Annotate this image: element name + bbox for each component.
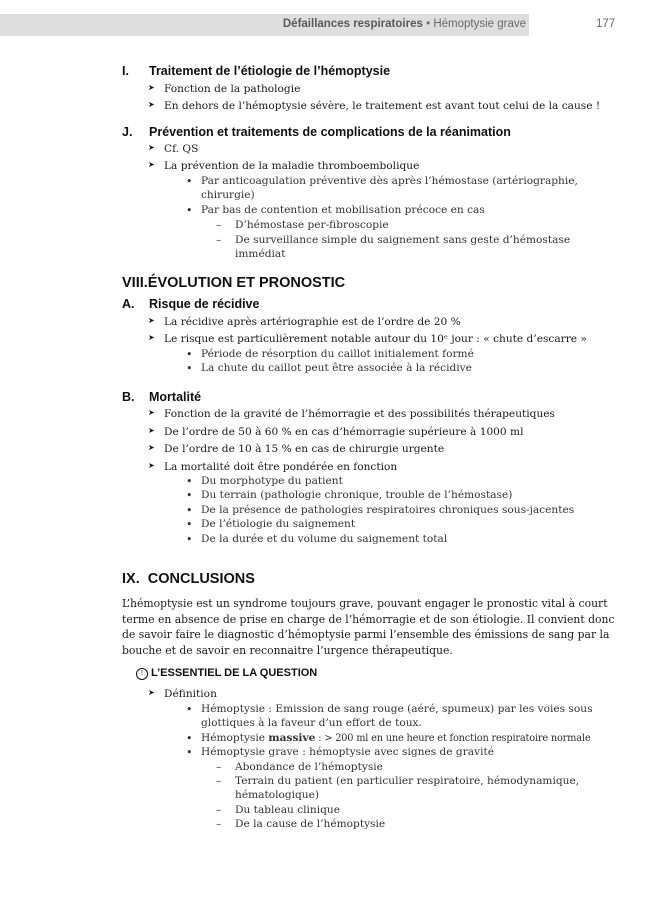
sub-item-text: De la présence de pathologies respiratoires chroniques sous-jacentes bbox=[201, 504, 575, 516]
conclusion-paragraph bbox=[122, 596, 615, 658]
sub-item-text: glottiques à la faveur d’un effort de toux. bbox=[201, 717, 422, 729]
list-item-text: Définition bbox=[164, 688, 217, 700]
list-item-text: De l’ordre de 50 à 60 % en cas d’hémorragie supérieure à 1000 ml bbox=[164, 426, 524, 438]
chapter-viii-heading: VIII.ÉVOLUTION ET PRONOSTIC bbox=[122, 275, 346, 291]
sub-item-text: Du terrain (pathologie chronique, trouble de l’hémostase) bbox=[201, 489, 513, 501]
list-item-text: La récidive après artériographie est de l’ordre de 20 % bbox=[164, 316, 461, 328]
sub-item-text: De l’étiologie du saignement bbox=[201, 518, 356, 530]
list-item-text: Fonction de la pathologie bbox=[164, 83, 301, 95]
section-label: B. bbox=[122, 390, 135, 404]
section-j-heading bbox=[122, 125, 511, 139]
header-topic: Hémoptysie grave bbox=[433, 18, 526, 30]
sub-sub-item-text: immédiat bbox=[235, 248, 286, 260]
sub-sub-item-text: Terrain du patient (en particulier respiratoire, hémodynamique, bbox=[235, 775, 580, 787]
sub-item-text: Par bas de contention et mobilisation précoce en cas bbox=[201, 204, 485, 216]
sub-item-text: De la durée et du volume du saignement total bbox=[201, 533, 448, 545]
sub-sub-item-text: Du tableau clinique bbox=[235, 804, 340, 816]
essentiel-title-text: L’ESSENTIEL DE LA QUESTION bbox=[151, 667, 318, 679]
paragraph-line: L’hémoptysie est un syndrome toujours grave, pouvant engager le pronostic vital à court bbox=[122, 597, 608, 610]
paragraph-line: terme en absence de prise en charge de l’hémorragie et de son étiologie. Il convient donc bbox=[122, 612, 615, 626]
section-i-heading bbox=[122, 64, 390, 78]
section-title: Traitement de l’étiologie de l’hémoptysie bbox=[149, 64, 391, 78]
list-item-text: Le risque est particulièrement notable autour du 10ᵉ jour : « chute d’escarre » bbox=[164, 333, 587, 345]
list-item-text: De l’ordre de 10 à 15 % en cas de chirurgie urgente bbox=[164, 443, 445, 455]
running-header bbox=[283, 18, 526, 30]
sub-sub-item-text: hématologique) bbox=[235, 789, 320, 801]
section-label: I. bbox=[122, 64, 129, 78]
sub-sub-item-text: Abondance de l’hémoptysie bbox=[235, 761, 383, 773]
sub-item-text: La chute du caillot peut être associée à la récidive bbox=[201, 362, 472, 374]
header-section: Défaillances respiratoires bbox=[282, 18, 423, 30]
list-item-text: Cf. QS bbox=[164, 143, 199, 155]
sub-item-text bbox=[201, 732, 590, 744]
page-number: 177 bbox=[596, 18, 616, 30]
sub-sub-item-text: D’hémostase per-fibroscopie bbox=[235, 219, 389, 231]
sub-item-text: Par anticoagulation préventive dès après l’hémostase (artériographie, bbox=[201, 175, 578, 187]
section-a-heading bbox=[122, 297, 259, 311]
chapter-ix-heading: IX. CONCLUSIONS bbox=[122, 571, 255, 587]
sub-item-text: chirurgie) bbox=[201, 189, 255, 201]
paragraph-line: de savoir faire le diagnostic d’hémoptysie parmi l’ensemble des émissions de sang par la bbox=[122, 628, 610, 642]
text-rest: : > 200 ml en une heure et fonction respiratoire normale bbox=[315, 733, 591, 744]
list-item-text: La mortalité doit être pondérée en fonction bbox=[164, 461, 398, 473]
text-prefix: Hémoptysie bbox=[201, 732, 269, 744]
section-title: Prévention et traitements de complications de la réanimation bbox=[149, 125, 511, 139]
list-item-text: Fonction de la gravité de l’hémorragie et des possibilités thérapeutiques bbox=[164, 408, 555, 420]
paragraph-line: bouche et de savoir en reconnaitre l’urgence thérapeutique. bbox=[122, 643, 453, 657]
header-separator: • bbox=[426, 18, 431, 30]
list-item-text: La prévention de la maladie thromboembolique bbox=[164, 160, 420, 172]
section-title: Risque de récidive bbox=[149, 297, 260, 311]
sub-item-text: Hémoptysie grave : hémoptysie avec signes de gravité bbox=[201, 746, 494, 758]
essentiel-title bbox=[136, 667, 317, 680]
list-item-text: En dehors de l’hémoptysie sévère, le traitement est avant tout celui de la cause ! bbox=[164, 100, 601, 112]
section-title: Mortalité bbox=[149, 390, 202, 404]
section-b-heading bbox=[122, 390, 201, 404]
sub-sub-item-text: De la cause de l’hémoptysie bbox=[235, 818, 386, 830]
sub-item-text: Période de résorption du caillot initialement formé bbox=[201, 348, 474, 360]
section-label: J. bbox=[122, 125, 133, 139]
sub-item-text: Hémoptysie : Emission de sang rouge (aéré, spumeux) par les voies sous bbox=[201, 703, 593, 715]
sub-item-text: Du morphotype du patient bbox=[201, 475, 343, 487]
section-label: A. bbox=[122, 297, 135, 311]
text-bold: massive bbox=[268, 732, 316, 744]
exclamation-circle-icon: ! bbox=[136, 668, 148, 680]
sub-sub-item-text: De surveillance simple du saignement sans geste d’hémostase bbox=[235, 234, 571, 246]
